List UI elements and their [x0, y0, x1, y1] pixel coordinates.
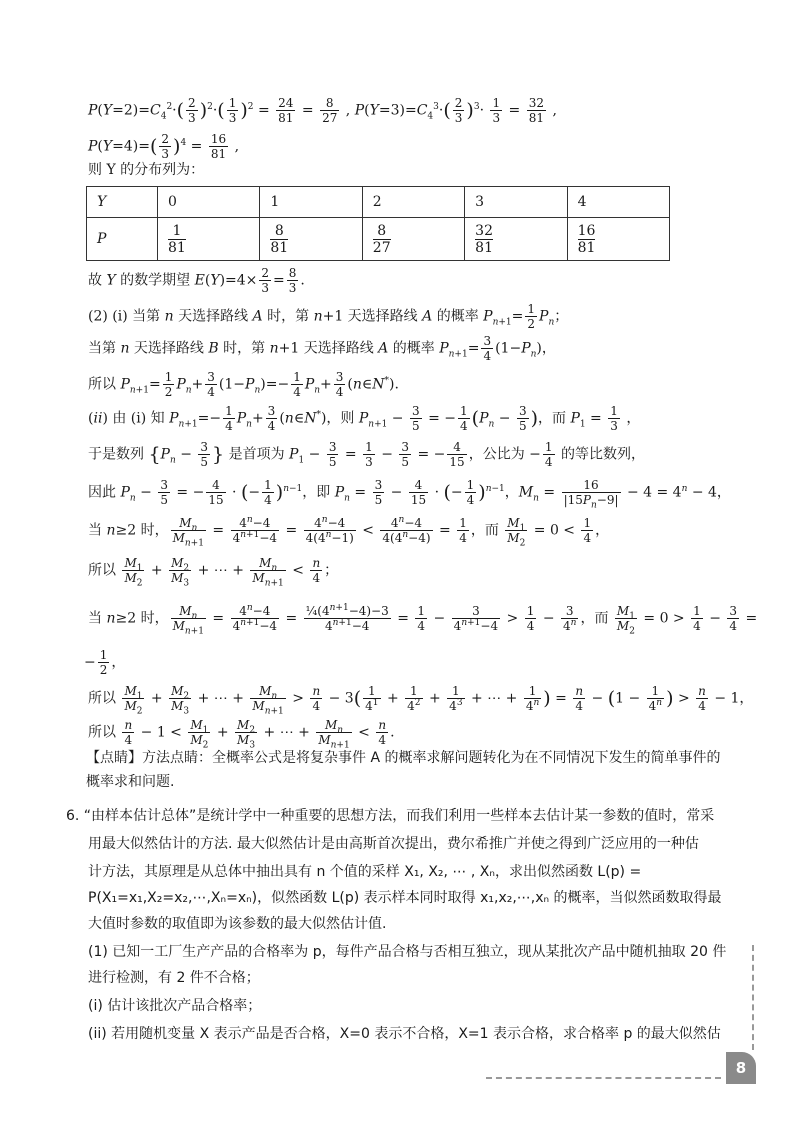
question-6-line-7: 进行检测，有 2 件不合格； [88, 970, 260, 986]
page-number-badge [726, 1052, 756, 1084]
table-cell: $\frac{8}{81}$ [260, 218, 362, 261]
table-cell: 0 [158, 187, 260, 218]
question-6-line-2: 用最大似然估计的方法. 最大似然估计是由高斯首次提出，费尔希推广并使之得到广泛应用的一种估 [88, 836, 699, 852]
formula-line-7: 所以 $P_{n+1}=$ $\frac{1}{2}$ $P_n+$ $\frac{3}{4}$ $(1-P_n)=-$ $\frac{1}{4}$ $P_n+$ $\frac{3}{4}$ (n∈N*). [88, 370, 399, 399]
tip-line-1: 【点睛】方法点睛：全概率公式是将复杂事件 A 的概率求解问题转化为在不同情况下发生的简单事件的 [86, 750, 721, 766]
formula-line-4: 故 Y 的数学期望 E(Y)=4× $\frac{2}{3}$ = $\frac{8}{3}$ . [88, 266, 305, 295]
question-6-line-1: 6. “由样本估计总体”是统计学中一种重要的思想方法，而我们利用一些样本去估计某一参数的值时，常采 [66, 808, 715, 824]
table-cell: $\frac{8}{27}$ [362, 218, 464, 261]
table-cell: 3 [465, 187, 567, 218]
footer-dashed-line [486, 1077, 721, 1079]
table-cell: Y [87, 187, 158, 218]
question-6-line-6: (1) 已知一工厂生产产品的合格率为 p，每件产品合格与否相互独立，现从某批次产品中随机抽取 20 件 [88, 944, 727, 960]
table-cell: $\frac{32}{81}$ [465, 218, 567, 261]
table-cell: 4 [567, 187, 669, 218]
page-number: 8 [735, 1059, 747, 1077]
formula-line-14: − $\frac{1}{2}$ ， [84, 648, 126, 677]
margin-dashed-line-vertical [752, 945, 754, 1050]
table-row [87, 218, 670, 261]
formula-line-6: 当第 n 天选择路线 B 时，第 n+1 天选择路线 A 的概率 $P_{n+1}=$ $\frac{3}{4}$ $(1-P_n)$， [88, 334, 556, 363]
formula-line-9: 于是数列 {$P_n$ − $\frac{3}{5}$ } 是首项为 $P_1$ − $\frac{3}{5}$ = $\frac{1}{3}$ − $\frac{3}{5}$ = − $\frac{4}{15}$ ，公比为 − $\frac{1}{4}$ 的等比数列， [88, 440, 645, 469]
table-cell: 2 [362, 187, 464, 218]
formula-line-16: 所以 $\frac{n}{4}$ − 1 < $\frac{M_1}{M_2}$ + $\frac{M_2}{M_3}$ + ⋯ + $\frac{M_n}{M_{n+1}}$ < $\frac{n}{4}$ . [88, 718, 395, 751]
formula-line-11: 当 n≥2 时， $\frac{M_n}{M_{n+1}}$ = $\frac{4^n-4}{4^{n+1}-4}$ = $\frac{4^n-4}{4(4^n-1)}$ < $\frac{4^n-4}{4(4^n-4)}$ = $\frac{1}{4}$ ，而 $\frac{M_1}{M_2}$ = 0 < $\frac{1}{4}$ ， [88, 515, 610, 549]
question-6-line-4: P(X₁=x₁,X₂=x₂,⋯,Xₙ=xₙ)，似然函数 L(p) 表示样本同时取得 x₁,x₂,⋯,xₙ 的概率，当似然函数取得最 [88, 890, 722, 906]
question-6-line-8: (i) 估计该批次产品合格率； [88, 998, 262, 1014]
formula-line-8: (ii) 由 (i) 知 $P_{n+1}=-$ $\frac{1}{4}$ $P_n+$ $\frac{3}{4}$ (n∈N*)，则 $P_{n+1}$ − $\frac{3}{5}$ = − $\frac{1}{4}$ ($P_n$ − $\frac{3}{5}$ )，而 $P_1$ = $\frac{1}{3}$ ， [88, 404, 641, 433]
distribution-table [86, 186, 670, 261]
formula-line-1: $P(Y=2)=C_4^2\cdot$( $\frac{2}{3}$ )$^2$·( $\frac{1}{3}$ )$^2$ = $\frac{24}{81}$ = $\frac{8}{27}$ , $P(Y=3)=C_4^3\cdot$( $\frac{2}{3}$ )$^3$· $\frac{1}{3}$ = $\frac{32}{81}$ , [88, 96, 557, 125]
table-row [87, 187, 670, 218]
tip-line-2: 概率求和问题. [86, 774, 175, 790]
table-cell: 1 [260, 187, 362, 218]
formula-line-12: 所以 $\frac{M_1}{M_2}$ + $\frac{M_2}{M_3}$ + ⋯ + $\frac{M_n}{M_{n+1}}$ < $\frac{n}{4}$ ； [88, 556, 339, 589]
table-cell: P [87, 218, 158, 261]
question-6-line-9: (ii) 若用随机变量 X 表示产品是否合格，X=0 表示不合格，X=1 表示合格，求合格率 p 的最大似然估 [88, 1026, 721, 1042]
formula-line-10: 因此 $P_n$ − $\frac{3}{5}$ = − $\frac{4}{15}$ · (− $\frac{1}{4}$ )$^{n-1}$，即 $P_n$ = $\frac{3}{5}$ − $\frac{4}{15}$ · (− $\frac{1}{4}$ )$^{n-1}$，$M_n$ = $\frac{16}{|15P_n-9|}$ − $4 = 4^n - 4$， [88, 478, 731, 511]
table-cell: $\frac{1}{81}$ [158, 218, 260, 261]
question-6-line-3: 计方法，其原理是从总体中抽出具有 n 个值的采样 X₁, X₂, ⋯ , Xₙ，求出似然函数 L(p) = [88, 864, 642, 880]
formula-line-5: (2) (i) 当第 n 天选择路线 A 时，第 n+1 天选择路线 A 的概率 $P_{n+1}=$ $\frac{1}{2}$ $P_n$； [88, 302, 569, 331]
formula-line-13: 当 n≥2 时， $\frac{M_n}{M_{n+1}}$ = $\frac{4^n-4}{4^{n+1}-4}$ = $\frac{\frac{1}{4}(4^{n+1}-4)-3}{4^{n+1}-4}$ = $\frac{1}{4}$ − $\frac{3}{4^{n+1}-4}$ > $\frac{1}{4}$ − $\frac{3}{4^n}$ ，而 $\frac{M_1}{M_2}$ = 0 > $\frac{1}{4}$ − $\frac{3}{4}$ = [88, 603, 758, 637]
table-cell: $\frac{16}{81}$ [567, 218, 669, 261]
formula-line-2: P(Y=4)=( $\frac{2}{3}$ )$^4$ = $\frac{16}{81}$ , [88, 132, 240, 161]
question-6-line-5: 大值时参数的取值即为该参数的最大似然估计值. [88, 916, 387, 932]
text-line-3: 则 Y 的分布列为： [88, 162, 205, 178]
formula-line-15: 所以 $\frac{M_1}{M_2}$ + $\frac{M_2}{M_3}$ + ⋯ + $\frac{M_n}{M_{n+1}}$ > $\frac{n}{4}$ − 3( $\frac{1}{4^1}$ + $\frac{1}{4^2}$ + $\frac{1}{4^3}$ + ⋯ + $\frac{1}{4^n}$ ) = $\frac{n}{4}$ − (1 − $\frac{1}{4^n}$ ) > $\frac{n}{4}$ − 1， [88, 684, 754, 717]
